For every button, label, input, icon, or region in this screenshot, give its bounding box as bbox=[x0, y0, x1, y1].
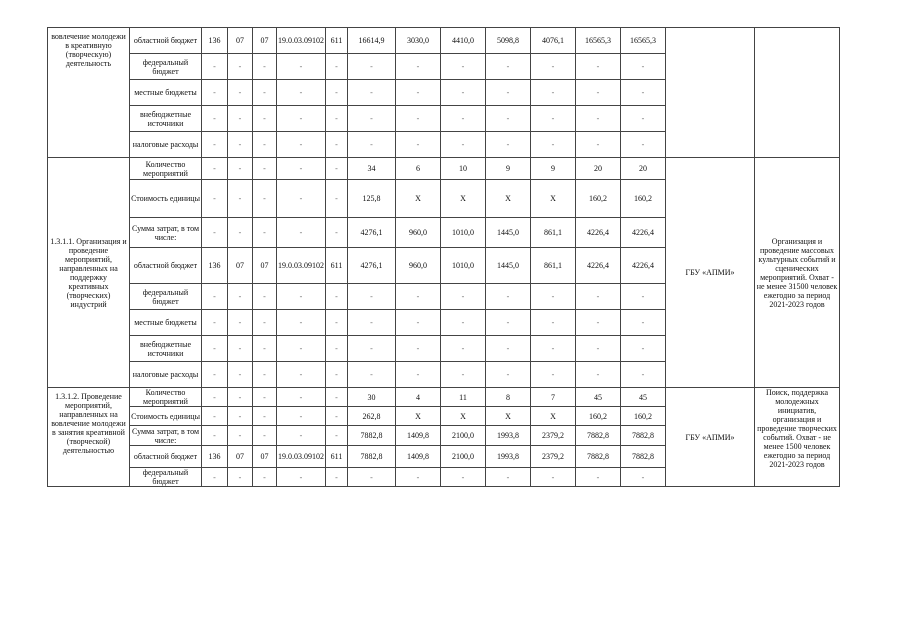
value-cell: 1445,0 bbox=[486, 218, 531, 248]
value-cell: - bbox=[228, 180, 253, 218]
value-cell: - bbox=[576, 54, 621, 80]
value-cell: - bbox=[441, 336, 486, 362]
value-cell: X bbox=[396, 180, 441, 218]
value-cell: - bbox=[486, 132, 531, 158]
value-cell: - bbox=[202, 468, 228, 487]
value-cell: - bbox=[228, 407, 253, 426]
value-cell: 1010,0 bbox=[441, 248, 486, 284]
value-cell: 07 bbox=[253, 248, 277, 284]
value-cell: - bbox=[441, 284, 486, 310]
value-cell: 7882,8 bbox=[621, 446, 666, 468]
value-cell: - bbox=[326, 310, 348, 336]
value-cell: - bbox=[277, 54, 326, 80]
value-cell: - bbox=[531, 80, 576, 106]
source-label-cell: областной бюджет bbox=[130, 248, 202, 284]
value-cell: - bbox=[396, 362, 441, 388]
source-label-cell: местные бюджеты bbox=[130, 310, 202, 336]
value-cell: - bbox=[326, 180, 348, 218]
source-label-cell: внебюджетные источники bbox=[130, 106, 202, 132]
value-cell: - bbox=[228, 468, 253, 487]
value-cell: 1993,8 bbox=[486, 446, 531, 468]
value-cell: 160,2 bbox=[576, 407, 621, 426]
value-cell: 1409,8 bbox=[396, 446, 441, 468]
value-cell: 3030,0 bbox=[396, 28, 441, 54]
value-cell: 8 bbox=[486, 388, 531, 407]
value-cell: 611 bbox=[326, 446, 348, 468]
value-cell: - bbox=[396, 132, 441, 158]
value-cell: - bbox=[531, 54, 576, 80]
value-cell: - bbox=[202, 426, 228, 446]
value-cell: 45 bbox=[621, 388, 666, 407]
source-label-cell: федеральный бюджет bbox=[130, 284, 202, 310]
value-cell: 16614,9 bbox=[348, 28, 396, 54]
value-cell: - bbox=[277, 468, 326, 487]
value-cell: - bbox=[326, 336, 348, 362]
value-cell: - bbox=[348, 468, 396, 487]
value-cell: - bbox=[202, 80, 228, 106]
table-row bbox=[48, 158, 840, 180]
value-cell: 20 bbox=[576, 158, 621, 180]
value-cell: 4 bbox=[396, 388, 441, 407]
value-cell: 160,2 bbox=[621, 180, 666, 218]
activity-name-cell: 1.3.1.2. Проведение мероприятий, направленных на вовлечение молодежи в занятия креативной (творческой) деятельностью bbox=[48, 388, 130, 487]
value-cell: - bbox=[348, 336, 396, 362]
source-label-cell: областной бюджет bbox=[130, 446, 202, 468]
value-cell: - bbox=[277, 362, 326, 388]
value-cell: - bbox=[202, 132, 228, 158]
value-cell: - bbox=[326, 132, 348, 158]
executor-cell: ГБУ «АПМИ» bbox=[666, 158, 755, 388]
value-cell: - bbox=[228, 388, 253, 407]
value-cell: 7882,8 bbox=[348, 426, 396, 446]
value-cell: 07 bbox=[253, 28, 277, 54]
value-cell: 4226,4 bbox=[621, 248, 666, 284]
value-cell: - bbox=[531, 132, 576, 158]
value-cell: 07 bbox=[228, 28, 253, 54]
value-cell: X bbox=[531, 407, 576, 426]
value-cell: - bbox=[326, 218, 348, 248]
value-cell: - bbox=[441, 54, 486, 80]
value-cell: 7 bbox=[531, 388, 576, 407]
value-cell: 4226,4 bbox=[576, 248, 621, 284]
value-cell: - bbox=[326, 426, 348, 446]
value-cell: 136 bbox=[202, 28, 228, 54]
value-cell: 16565,3 bbox=[576, 28, 621, 54]
value-cell: - bbox=[621, 54, 666, 80]
value-cell: - bbox=[277, 106, 326, 132]
value-cell: - bbox=[396, 80, 441, 106]
value-cell: 2100,0 bbox=[441, 426, 486, 446]
value-cell: - bbox=[531, 106, 576, 132]
value-cell: - bbox=[277, 218, 326, 248]
value-cell: X bbox=[486, 180, 531, 218]
activity-name-cell: вовлечение молодежи в креативную (творческую) деятельность bbox=[48, 28, 130, 158]
source-label-cell: федеральный бюджет bbox=[130, 468, 202, 487]
source-label-cell: Сумма затрат, в том числе: bbox=[130, 218, 202, 248]
value-cell: - bbox=[396, 468, 441, 487]
value-cell: - bbox=[228, 336, 253, 362]
value-cell: - bbox=[202, 180, 228, 218]
value-cell: - bbox=[277, 132, 326, 158]
value-cell: - bbox=[202, 388, 228, 407]
value-cell: - bbox=[621, 132, 666, 158]
value-cell: - bbox=[486, 106, 531, 132]
value-cell: - bbox=[253, 132, 277, 158]
value-cell: 9 bbox=[531, 158, 576, 180]
value-cell: 160,2 bbox=[621, 407, 666, 426]
value-cell: 7882,8 bbox=[576, 446, 621, 468]
value-cell: - bbox=[441, 310, 486, 336]
value-cell: - bbox=[348, 132, 396, 158]
value-cell: - bbox=[486, 284, 531, 310]
value-cell: - bbox=[576, 336, 621, 362]
value-cell: - bbox=[621, 284, 666, 310]
value-cell: - bbox=[326, 80, 348, 106]
value-cell: 136 bbox=[202, 446, 228, 468]
value-cell: - bbox=[277, 284, 326, 310]
value-cell: - bbox=[621, 362, 666, 388]
value-cell: - bbox=[396, 336, 441, 362]
value-cell: 4226,4 bbox=[621, 218, 666, 248]
value-cell: 10 bbox=[441, 158, 486, 180]
value-cell: - bbox=[277, 388, 326, 407]
value-cell: - bbox=[202, 106, 228, 132]
value-cell: - bbox=[531, 468, 576, 487]
result-cell: Организация и проведение массовых культурных событий и сценических мероприятий. Охват - не менее 31500 человек ежегодно за период 2021-2023 годов bbox=[755, 158, 840, 388]
value-cell: - bbox=[228, 426, 253, 446]
value-cell: 2379,2 bbox=[531, 426, 576, 446]
value-cell: - bbox=[253, 426, 277, 446]
value-cell: 136 bbox=[202, 248, 228, 284]
result-cell bbox=[755, 28, 840, 158]
value-cell: - bbox=[441, 106, 486, 132]
value-cell: - bbox=[253, 158, 277, 180]
value-cell: - bbox=[348, 80, 396, 106]
value-cell: - bbox=[486, 80, 531, 106]
value-cell: - bbox=[576, 362, 621, 388]
value-cell: 6 bbox=[396, 158, 441, 180]
value-cell: - bbox=[253, 468, 277, 487]
value-cell: - bbox=[326, 284, 348, 310]
value-cell: X bbox=[396, 407, 441, 426]
value-cell: 611 bbox=[326, 28, 348, 54]
value-cell: 2379,2 bbox=[531, 446, 576, 468]
source-label-cell: Стоимость единицы bbox=[130, 407, 202, 426]
value-cell: 07 bbox=[228, 248, 253, 284]
value-cell: - bbox=[228, 310, 253, 336]
budget-table-body bbox=[48, 28, 840, 487]
value-cell: - bbox=[228, 218, 253, 248]
value-cell: 7882,8 bbox=[576, 426, 621, 446]
value-cell: 1993,8 bbox=[486, 426, 531, 446]
value-cell: - bbox=[326, 106, 348, 132]
value-cell: 2100,0 bbox=[441, 446, 486, 468]
value-cell: 262,8 bbox=[348, 407, 396, 426]
value-cell: 19.0.03.09102 bbox=[277, 446, 326, 468]
value-cell: - bbox=[348, 310, 396, 336]
value-cell: - bbox=[202, 407, 228, 426]
value-cell: X bbox=[486, 407, 531, 426]
source-label-cell: федеральный бюджет bbox=[130, 54, 202, 80]
value-cell: 30 bbox=[348, 388, 396, 407]
value-cell: - bbox=[441, 80, 486, 106]
value-cell: - bbox=[441, 362, 486, 388]
executor-cell: ГБУ «АПМИ» bbox=[666, 388, 755, 487]
executor-cell bbox=[666, 28, 755, 158]
value-cell: - bbox=[228, 80, 253, 106]
value-cell: - bbox=[621, 336, 666, 362]
value-cell: 11 bbox=[441, 388, 486, 407]
value-cell: 16565,3 bbox=[621, 28, 666, 54]
value-cell: - bbox=[531, 284, 576, 310]
value-cell: 7882,8 bbox=[621, 426, 666, 446]
value-cell: - bbox=[253, 388, 277, 407]
value-cell: - bbox=[228, 106, 253, 132]
value-cell: - bbox=[621, 106, 666, 132]
value-cell: - bbox=[576, 132, 621, 158]
value-cell: - bbox=[576, 284, 621, 310]
value-cell: 9 bbox=[486, 158, 531, 180]
value-cell: - bbox=[253, 407, 277, 426]
value-cell: - bbox=[277, 80, 326, 106]
value-cell: - bbox=[486, 54, 531, 80]
value-cell: - bbox=[326, 388, 348, 407]
budget-table bbox=[47, 27, 840, 487]
value-cell: - bbox=[277, 336, 326, 362]
activity-name-cell: 1.3.1.1. Организация и проведение мероприятий, направленных на поддержку креативных (творческих) индустрий bbox=[48, 158, 130, 388]
value-cell: 611 bbox=[326, 248, 348, 284]
value-cell: - bbox=[326, 158, 348, 180]
value-cell: - bbox=[277, 407, 326, 426]
value-cell: - bbox=[202, 362, 228, 388]
result-cell: Поиск, поддержка молодежных инициатив, организация и проведение творческих событий. Охват - не менее 1500 человек ежегодно за период 2021-2023 годов bbox=[755, 388, 840, 487]
value-cell: - bbox=[396, 106, 441, 132]
source-label-cell: Сумма затрат, в том числе: bbox=[130, 426, 202, 446]
source-label-cell: Стоимость единицы bbox=[130, 180, 202, 218]
value-cell: 20 bbox=[621, 158, 666, 180]
value-cell: - bbox=[202, 284, 228, 310]
value-cell: - bbox=[253, 362, 277, 388]
value-cell: - bbox=[277, 310, 326, 336]
value-cell: 1010,0 bbox=[441, 218, 486, 248]
value-cell: 4076,1 bbox=[531, 28, 576, 54]
value-cell: - bbox=[348, 54, 396, 80]
value-cell: 960,0 bbox=[396, 248, 441, 284]
value-cell: - bbox=[228, 362, 253, 388]
value-cell: - bbox=[326, 407, 348, 426]
value-cell: - bbox=[202, 158, 228, 180]
value-cell: X bbox=[531, 180, 576, 218]
table-row bbox=[48, 388, 840, 407]
value-cell: - bbox=[486, 362, 531, 388]
value-cell: 4276,1 bbox=[348, 248, 396, 284]
value-cell: - bbox=[202, 310, 228, 336]
source-label-cell: местные бюджеты bbox=[130, 80, 202, 106]
value-cell: - bbox=[228, 132, 253, 158]
value-cell: - bbox=[228, 54, 253, 80]
value-cell: - bbox=[441, 468, 486, 487]
value-cell: - bbox=[326, 468, 348, 487]
value-cell: 4276,1 bbox=[348, 218, 396, 248]
source-label-cell: Количество мероприятий bbox=[130, 388, 202, 407]
value-cell: - bbox=[621, 468, 666, 487]
value-cell: 07 bbox=[228, 446, 253, 468]
value-cell: 960,0 bbox=[396, 218, 441, 248]
value-cell: - bbox=[348, 284, 396, 310]
value-cell: - bbox=[253, 284, 277, 310]
value-cell: - bbox=[531, 362, 576, 388]
value-cell: - bbox=[253, 218, 277, 248]
source-label-cell: налоговые расходы bbox=[130, 132, 202, 158]
value-cell: - bbox=[531, 310, 576, 336]
value-cell: - bbox=[202, 54, 228, 80]
value-cell: - bbox=[621, 80, 666, 106]
value-cell: - bbox=[576, 468, 621, 487]
value-cell: - bbox=[326, 54, 348, 80]
table-row bbox=[48, 28, 840, 54]
value-cell: - bbox=[277, 426, 326, 446]
value-cell: - bbox=[348, 362, 396, 388]
value-cell: - bbox=[576, 80, 621, 106]
value-cell: 4410,0 bbox=[441, 28, 486, 54]
value-cell: - bbox=[486, 310, 531, 336]
value-cell: - bbox=[253, 310, 277, 336]
value-cell: - bbox=[202, 218, 228, 248]
value-cell: - bbox=[441, 132, 486, 158]
value-cell: - bbox=[396, 284, 441, 310]
value-cell: - bbox=[621, 310, 666, 336]
value-cell: 19.0.03.09102 bbox=[277, 248, 326, 284]
value-cell: - bbox=[202, 336, 228, 362]
value-cell: X bbox=[441, 407, 486, 426]
value-cell: - bbox=[576, 310, 621, 336]
value-cell: 5098,8 bbox=[486, 28, 531, 54]
value-cell: - bbox=[326, 362, 348, 388]
value-cell: 1409,8 bbox=[396, 426, 441, 446]
value-cell: - bbox=[396, 54, 441, 80]
value-cell: - bbox=[253, 54, 277, 80]
source-label-cell: налоговые расходы bbox=[130, 362, 202, 388]
source-label-cell: Количество мероприятий bbox=[130, 158, 202, 180]
value-cell: - bbox=[253, 336, 277, 362]
value-cell: 34 bbox=[348, 158, 396, 180]
value-cell: - bbox=[486, 468, 531, 487]
value-cell: - bbox=[228, 284, 253, 310]
source-label-cell: областной бюджет bbox=[130, 28, 202, 54]
value-cell: - bbox=[531, 336, 576, 362]
value-cell: 19.0.03.09102 bbox=[277, 28, 326, 54]
value-cell: - bbox=[277, 158, 326, 180]
value-cell: - bbox=[277, 180, 326, 218]
value-cell: 861,1 bbox=[531, 248, 576, 284]
value-cell: - bbox=[253, 106, 277, 132]
value-cell: - bbox=[576, 106, 621, 132]
source-label-cell: внебюджетные источники bbox=[130, 336, 202, 362]
value-cell: 160,2 bbox=[576, 180, 621, 218]
value-cell: - bbox=[486, 336, 531, 362]
value-cell: 861,1 bbox=[531, 218, 576, 248]
value-cell: X bbox=[441, 180, 486, 218]
value-cell: - bbox=[253, 180, 277, 218]
value-cell: 4226,4 bbox=[576, 218, 621, 248]
value-cell: - bbox=[228, 158, 253, 180]
value-cell: - bbox=[253, 80, 277, 106]
value-cell: 1445,0 bbox=[486, 248, 531, 284]
value-cell: - bbox=[348, 106, 396, 132]
value-cell: 125,8 bbox=[348, 180, 396, 218]
value-cell: 07 bbox=[253, 446, 277, 468]
value-cell: 7882,8 bbox=[348, 446, 396, 468]
value-cell: - bbox=[396, 310, 441, 336]
value-cell: 45 bbox=[576, 388, 621, 407]
